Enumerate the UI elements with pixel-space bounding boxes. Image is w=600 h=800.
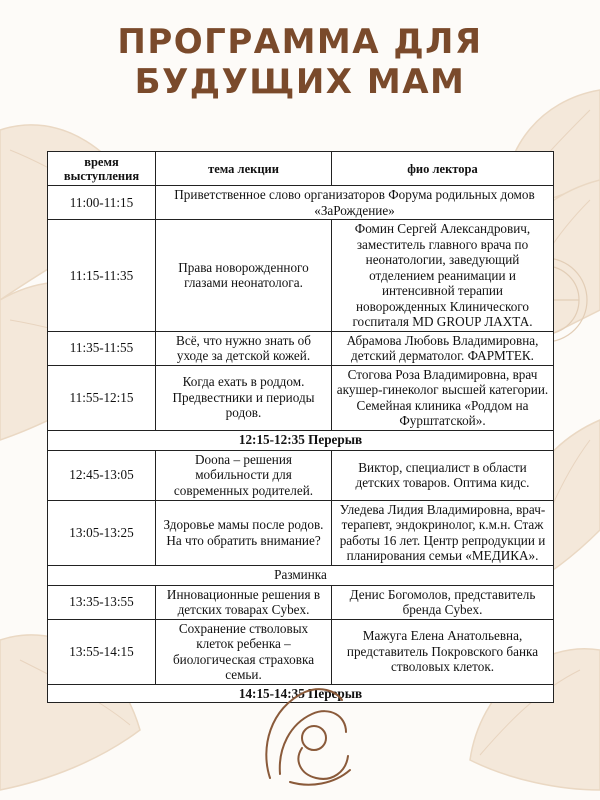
topic-cell: Doona – решения мобильности для современных родителей. (156, 450, 332, 500)
break-row (48, 430, 554, 450)
break-cell: 14:15-14:35 Перерыв (48, 684, 554, 703)
topic-cell: Инновационные решения в детских товарах Cybex. (156, 585, 332, 619)
table-row (48, 186, 554, 220)
break-cell: 12:15-12:35 Перерыв (48, 430, 554, 450)
section-cell: Разминка (48, 565, 554, 585)
topic-cell: Здоровье мамы после родов. На что обратить внимание? (156, 500, 332, 565)
table-row (48, 585, 554, 619)
table-row (48, 450, 554, 500)
title-line-2: БУДУЩИХ МАМ (134, 62, 466, 102)
time-cell: 11:55-12:15 (48, 365, 156, 430)
table-row (48, 619, 554, 684)
lecturer-cell: Фомин Сергей Александрович, заместитель главного врача по неонатологии, заведующий отделением реанимации и интенсивной терапии новорожденных Клинического госпиталя MD GROUP ЛАХТА. (332, 220, 554, 332)
table-row (48, 331, 554, 365)
topic-cell: Когда ехать в роддом. Предвестники и периоды родов. (156, 365, 332, 430)
page-title (0, 22, 600, 102)
table-row (48, 365, 554, 430)
lecturer-cell: Стогова Роза Владимировна, врач акушер-гинеколог высшей категории. Семейная клиника «Роддом на Фурштатской». (332, 365, 554, 430)
topic-cell: Сохранение стволовых клеток ребенка – биологическая страховка семьи. (156, 619, 332, 684)
mother-baby-logo (250, 678, 360, 790)
table-header-row (48, 152, 554, 186)
topic-cell: Всё, что нужно знать об уходе за детской кожей. (156, 331, 332, 365)
time-cell: 12:45-13:05 (48, 450, 156, 500)
table-row (48, 220, 554, 332)
time-cell: 13:35-13:55 (48, 585, 156, 619)
header-lecturer: фио лектора (332, 152, 554, 186)
time-cell: 11:15-11:35 (48, 220, 156, 332)
program-table (47, 151, 554, 703)
time-cell: 11:00-11:15 (48, 186, 156, 220)
lecturer-cell: Виктор, специалист в области детских товаров. Оптима кидс. (332, 450, 554, 500)
header-topic: тема лекции (156, 152, 332, 186)
table-row (48, 500, 554, 565)
lecturer-cell: Мажуга Елена Анатольевна, представитель Покровского банка стволовых клеток. (332, 619, 554, 684)
welcome-cell: Приветственное слово организаторов Форума родильных домов «ЗаРождение» (156, 186, 554, 220)
lecturer-cell: Уледева Лидия Владимировна, врач-терапевт, эндокринолог, к.м.н. Стаж работы 16 лет. Центр репродукции и планирования семьи «МЕДИКА». (332, 500, 554, 565)
lecturer-cell: Денис Богомолов, представитель бренда Cybex. (332, 585, 554, 619)
section-row (48, 565, 554, 585)
time-cell: 11:35-11:55 (48, 331, 156, 365)
time-cell: 13:05-13:25 (48, 500, 156, 565)
topic-cell: Права новорожденного глазами неонатолога. (156, 220, 332, 332)
header-time: время выступления (48, 152, 156, 186)
title-line-1: ПРОГРАММА ДЛЯ (117, 22, 483, 62)
lecturer-cell: Абрамова Любовь Владимировна, детский дерматолог. ФАРМТЕК. (332, 331, 554, 365)
time-cell: 13:55-14:15 (48, 619, 156, 684)
